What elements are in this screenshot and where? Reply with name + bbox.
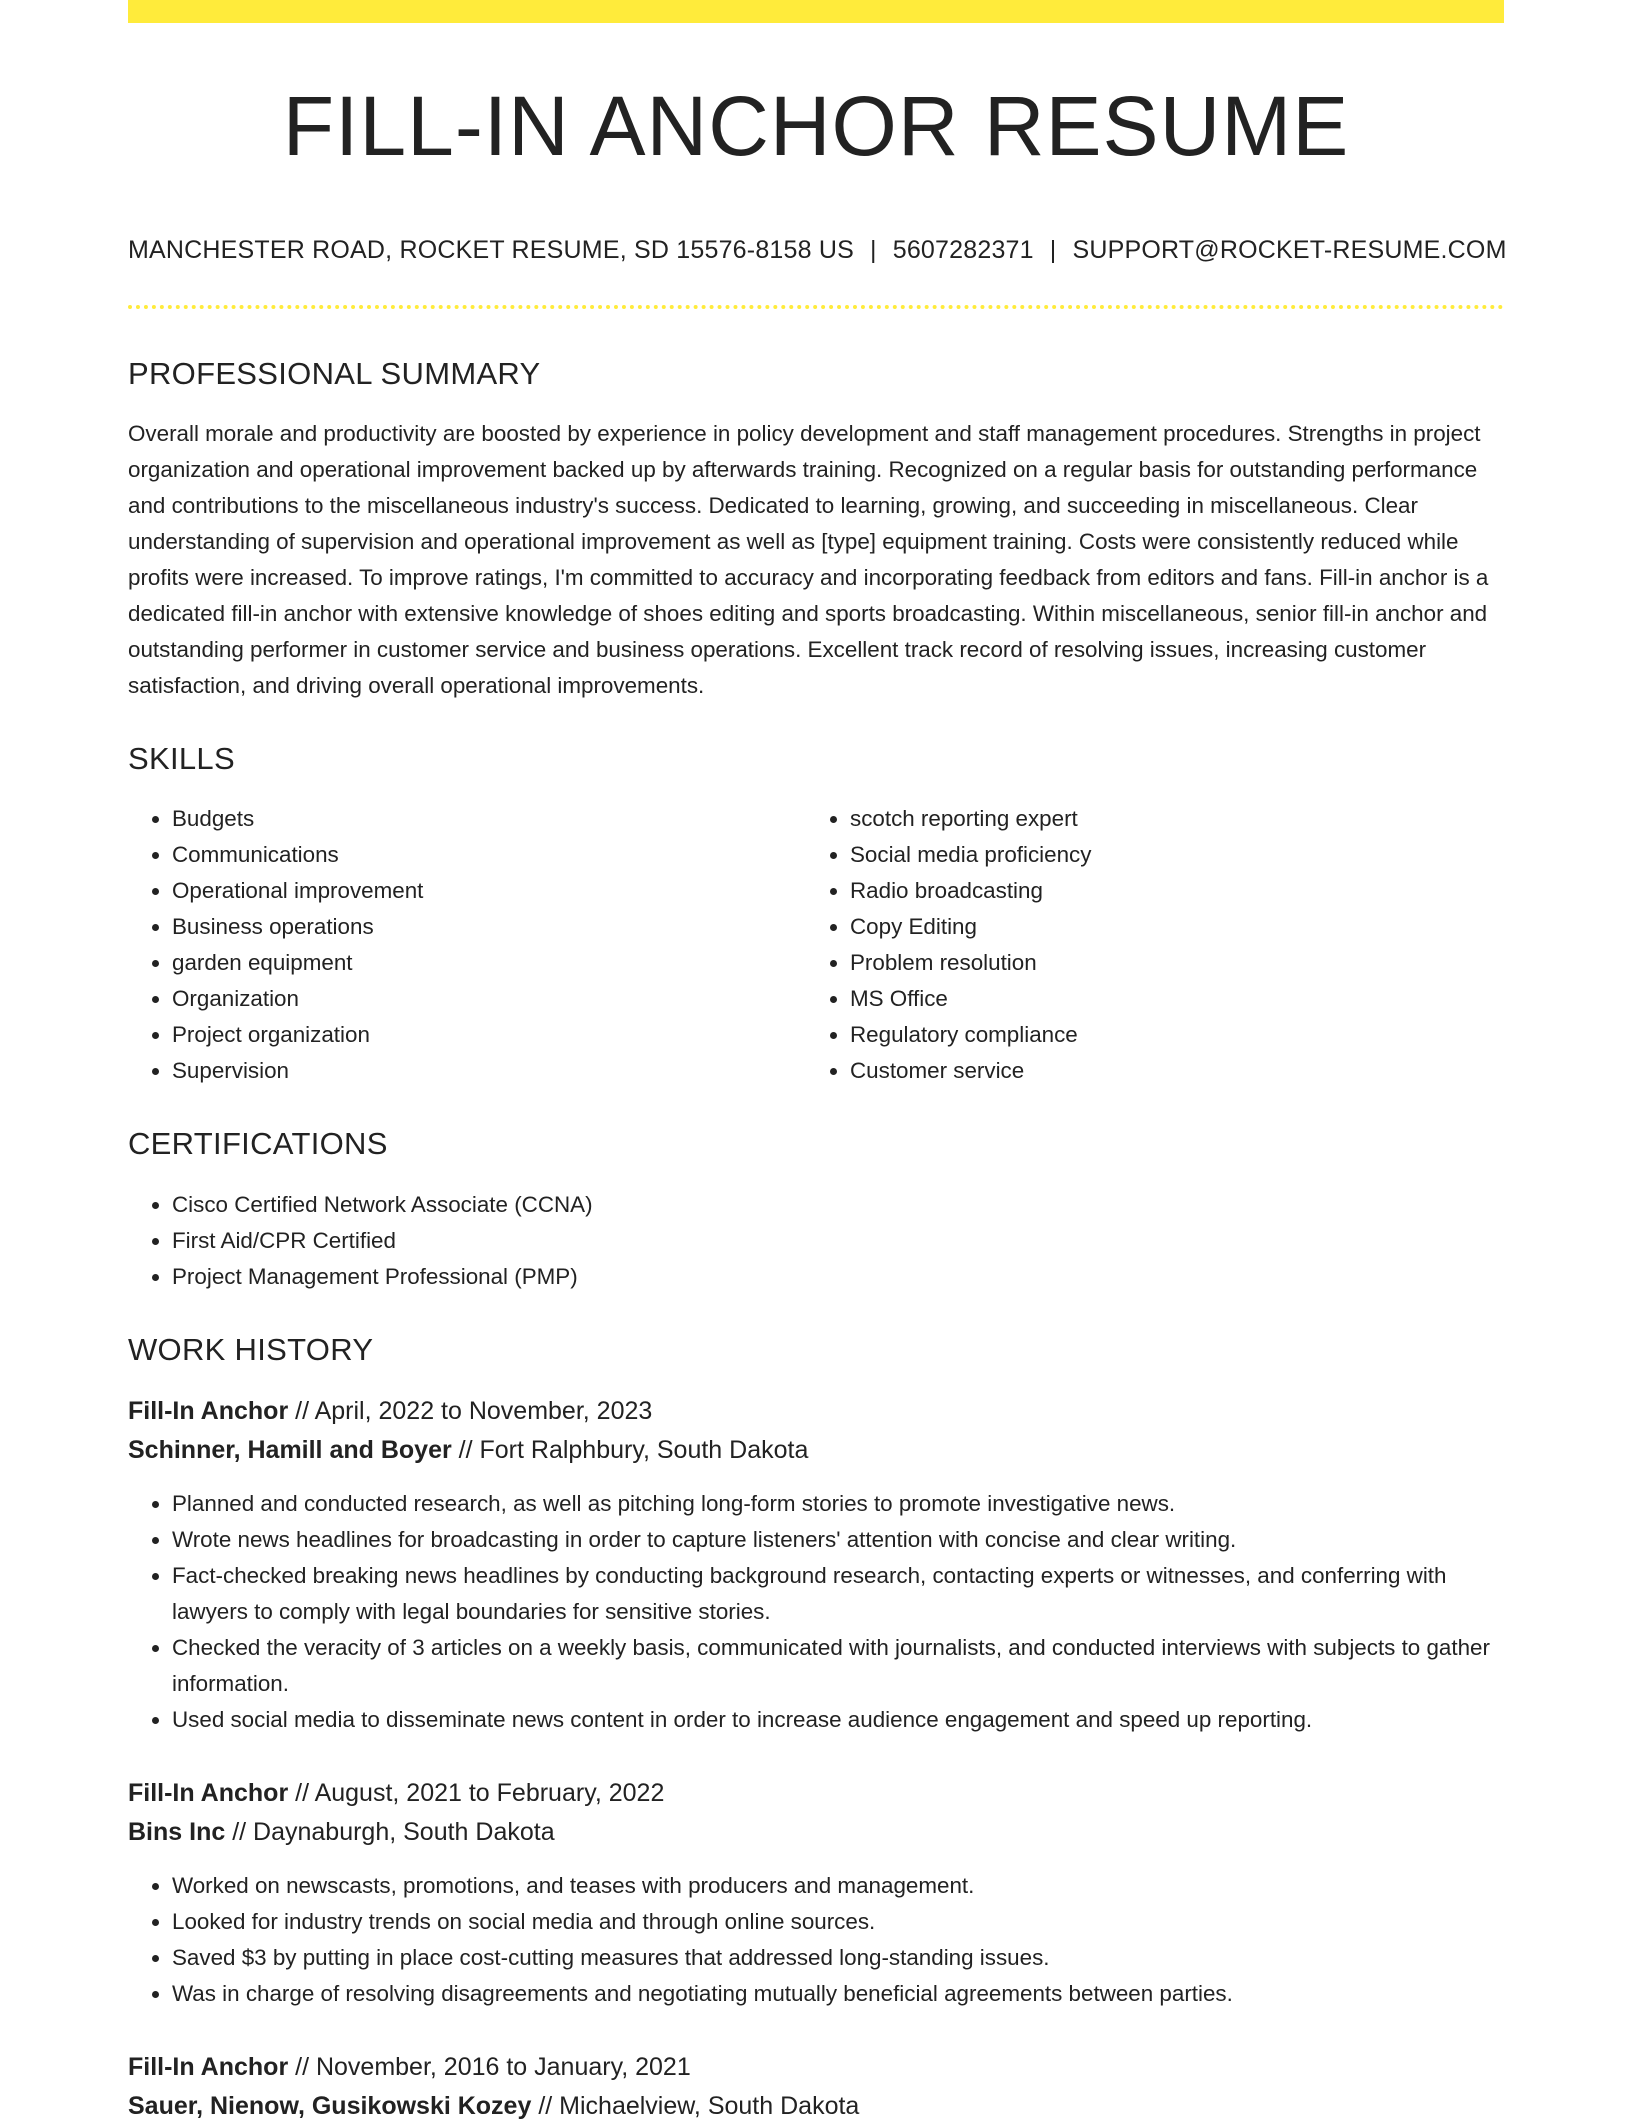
certification-item: • First Aid/CPR Certified xyxy=(172,1223,1504,1259)
job-title: Fill-In Anchor xyxy=(128,1778,289,1807)
skill-item: • Social media proficiency xyxy=(850,837,1484,873)
dotted-divider xyxy=(128,305,1504,309)
skills-columns xyxy=(128,801,1504,1089)
skills-column-right xyxy=(806,801,1484,1089)
skill-item: • Regulatory compliance xyxy=(850,1017,1484,1053)
contact-email: SUPPORT@ROCKET-RESUME.COM xyxy=(1072,236,1507,264)
summary-text: Overall morale and productivity are boosted by experience in policy development and staff management procedures. Strengths in project organization and operational improvement backed up by afterwards training. Recognized on a regular basis for outstanding performance and contributions to the miscellaneous industry's success. Dedicated to learning, growing, and succeeding in miscellaneous. Clear understanding of supervision and operational improvement as well as [type] equipment training. Costs were consistently reduced while profits were increased. To improve ratings, I'm committed to accuracy and incorporating feedback from editors and fans. Fill-in anchor is a dedicated fill-in anchor with extensive knowledge of shoes editing and sports broadcasting. Within miscellaneous, senior fill-in anchor and outstanding performer in customer service and business operations. Excellent track record of resolving issues, increasing customer satisfaction, and driving overall operational improvements. xyxy=(128,421,1489,699)
job-title: Fill-In Anchor xyxy=(128,1396,289,1425)
resume-title: FILL-IN ANCHOR RESUME xyxy=(282,79,1350,173)
skill-item: • Radio broadcasting xyxy=(850,873,1484,909)
skill-item: • MS Office xyxy=(850,981,1484,1017)
job-bullet: • Fact-checked breaking news headlines by conducting background research, contacting experts or witnesses, and conferring with lawyers to comply with legal boundaries for sensitive stories. xyxy=(172,1558,1504,1630)
job-dates: // August, 2021 to February, 2022 xyxy=(288,1778,665,1807)
job-entry xyxy=(128,1774,1504,2012)
job-title-line xyxy=(128,1774,1504,1813)
job-company: Sauer, Nienow, Gusikowski Kozey xyxy=(128,2091,532,2120)
skill-item: • Communications xyxy=(172,837,806,873)
skill-item: • Problem resolution xyxy=(850,945,1484,981)
job-bullet: • Planned and conducted research, as well as pitching long-form stories to promote investigative news. xyxy=(172,1486,1504,1522)
skill-item: • Customer service xyxy=(850,1053,1484,1089)
job-location: // Fort Ralphbury, South Dakota xyxy=(451,1435,809,1464)
job-list xyxy=(128,1392,1504,2126)
job-title-line xyxy=(128,1392,1504,1431)
contact-separator: | xyxy=(870,236,877,264)
summary-heading: PROFESSIONAL SUMMARY xyxy=(128,356,541,391)
job-entry xyxy=(128,1392,1504,1738)
job-dates: // November, 2016 to January, 2021 xyxy=(288,2052,691,2081)
job-location: // Daynaburgh, South Dakota xyxy=(225,1817,555,1846)
work-history-section xyxy=(128,1331,1504,2126)
skill-item: • garden equipment xyxy=(172,945,806,981)
certification-item: • Project Management Professional (PMP) xyxy=(172,1259,1504,1295)
skill-item: • scotch reporting expert xyxy=(850,801,1484,837)
skill-item: • Project organization xyxy=(172,1017,806,1053)
job-location: // Michaelview, South Dakota xyxy=(531,2091,860,2120)
summary-section xyxy=(128,355,1504,704)
job-bullet: • Checked the veracity of 3 articles on a weekly basis, communicated with journalists, and conducted interviews with subjects to gather information. xyxy=(172,1630,1504,1702)
job-bullet: • Used social media to disseminate news content in order to increase audience engagement and speed up reporting. xyxy=(172,1702,1504,1738)
certifications-section xyxy=(128,1125,1504,1294)
skills-list-right xyxy=(806,801,1484,1089)
certifications-list xyxy=(128,1187,1504,1295)
skill-item: • Business operations xyxy=(172,909,806,945)
contact-separator: | xyxy=(1049,236,1057,264)
job-bullet: • Saved $3 by putting in place cost-cutting measures that addressed long-standing issues. xyxy=(172,1940,1504,1976)
skill-item: • Supervision xyxy=(172,1053,806,1089)
contact-address: MANCHESTER ROAD, ROCKET RESUME, SD 15576-8158 US xyxy=(128,236,855,264)
skill-item: • Organization xyxy=(172,981,806,1017)
job-dates: // April, 2022 to November, 2023 xyxy=(288,1396,653,1425)
skills-heading: SKILLS xyxy=(128,741,235,777)
job-company: Bins Inc xyxy=(128,1817,226,1846)
contact-phone: 5607282371 xyxy=(892,236,1034,264)
contact-line xyxy=(128,235,1507,265)
skill-item: • Copy Editing xyxy=(850,909,1484,945)
job-company-line xyxy=(128,1431,1504,1470)
job-company: Schinner, Hamill and Boyer xyxy=(128,1435,452,1464)
resume-page xyxy=(128,0,1507,2126)
job-title-line xyxy=(128,2048,1504,2087)
job-entry xyxy=(128,2048,1504,2126)
skills-column-left xyxy=(128,801,806,1089)
certification-item: • Cisco Certified Network Associate (CCNA) xyxy=(172,1187,1504,1223)
job-title: Fill-In Anchor xyxy=(128,2052,289,2081)
certifications-heading: CERTIFICATIONS xyxy=(128,1126,388,1162)
job-company-line xyxy=(128,1813,1504,1852)
skills-section xyxy=(128,740,1504,1089)
job-bullet: • Worked on newscasts, promotions, and teases with producers and management. xyxy=(172,1868,1504,1904)
job-bullets xyxy=(128,1486,1504,1738)
job-company-line xyxy=(128,2087,1504,2126)
work-history-heading: WORK HISTORY xyxy=(128,1331,374,1367)
skill-item: • Budgets xyxy=(172,801,806,837)
job-bullets xyxy=(128,1868,1504,2012)
job-bullet: • Looked for industry trends on social media and through online sources. xyxy=(172,1904,1504,1940)
job-bullet: • Wrote news headlines for broadcasting in order to capture listeners' attention with concise and clear writing. xyxy=(172,1522,1504,1558)
top-accent-bar xyxy=(128,0,1504,23)
skill-item: • Operational improvement xyxy=(172,873,806,909)
skills-list-left xyxy=(128,801,806,1089)
job-bullet: • Was in charge of resolving disagreements and negotiating mutually beneficial agreements between parties. xyxy=(172,1976,1504,2012)
